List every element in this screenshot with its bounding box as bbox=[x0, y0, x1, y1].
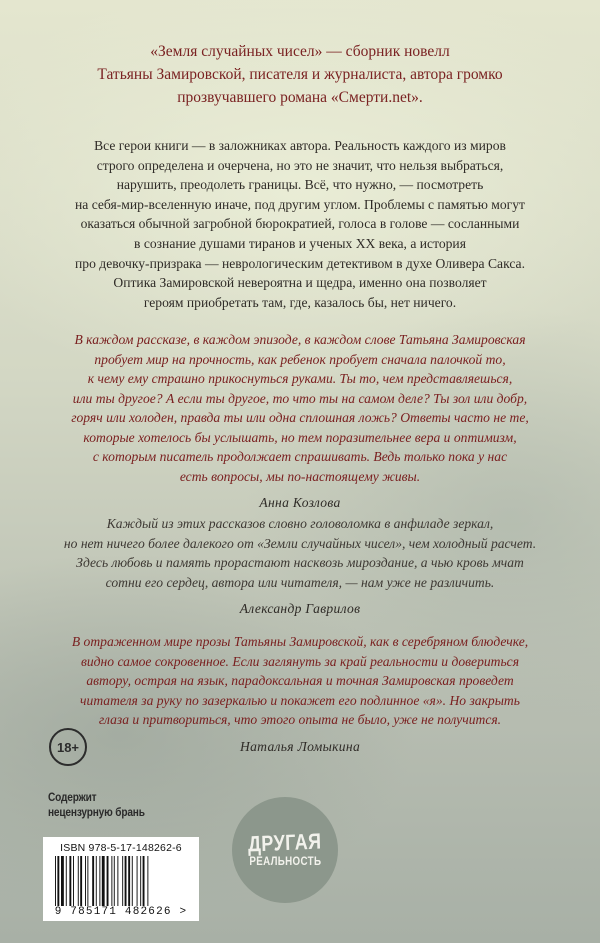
quote-line: к чему ему страшно прикоснуться руками. Ты то, чем представляешься, bbox=[87, 371, 513, 386]
description-line: героям приобретать там, где, казалось бы, нет ничего. bbox=[143, 294, 457, 310]
warning-line: Содержит bbox=[48, 792, 97, 804]
review-quote-gavrilov bbox=[0, 514, 600, 619]
quote-author: Анна Козлова bbox=[259, 495, 341, 510]
quote-line: читателя за руку по зазеркалью и покажет его подлинное «я». Но закрыть bbox=[80, 692, 520, 708]
barcode-panel bbox=[43, 837, 199, 921]
description-paragraph bbox=[0, 136, 600, 312]
logo-title: ДРУГАЯ bbox=[247, 828, 323, 857]
isbn-label: ISBN 978-5-17-148262-6 bbox=[60, 842, 182, 854]
description-line: нарушить, преодолеть границы. Всё, что нужно, — посмотреть bbox=[116, 177, 484, 193]
intro-line: «Земля случайных чисел» — сборник новелл bbox=[150, 43, 450, 60]
quote-line: Каждый из этих рассказов словно головоломка в анфиладе зеркал, bbox=[106, 516, 494, 531]
quote-line: сотни его сердец, автора или читателя, — нам уже не различить. bbox=[105, 574, 495, 590]
description-line: Оптика Замировской невероятна и щедра, именно она позволяет bbox=[113, 275, 487, 291]
intro-paragraph bbox=[0, 40, 600, 109]
quote-author: Александр Гаврилов bbox=[239, 601, 361, 616]
publisher-logo bbox=[232, 797, 338, 903]
barcode-icon bbox=[53, 856, 189, 906]
description-line: про девочку-призрака — неврологическим детективом в духе Оливера Сакса. bbox=[75, 255, 525, 271]
content-warning bbox=[48, 791, 145, 821]
description-line: в сознание душами тиранов и ученых XX века, а история bbox=[134, 235, 466, 251]
quote-line: пробует мир на прочность, как ребенок пробует сначала палочкой то, bbox=[94, 351, 506, 367]
description-line: оказаться обычной загробной бюрократией, голоса в голове — сосланными bbox=[80, 216, 520, 232]
quote-line: которые хотелось бы услышать, но тем поразительнее вера и оптимизм, bbox=[83, 429, 517, 445]
quote-line: есть вопросы, мы по-настоящему живы. bbox=[179, 468, 421, 484]
quote-author: Наталья Ломыкина bbox=[239, 738, 361, 754]
review-quote-kozlova bbox=[0, 330, 600, 513]
intro-line: прозвучавшего романа «Смерти.net». bbox=[177, 89, 423, 106]
quote-line: автору, острая на язык, парадоксальная и точная Замировская проведет bbox=[86, 673, 514, 688]
age-rating-badge bbox=[49, 728, 87, 766]
description-line: строго определена и очерчена, но это не значит, что нельзя выбраться, bbox=[96, 157, 504, 173]
quote-line: глаза и притвориться, что этого опыта не было, уже не получится. bbox=[98, 712, 502, 727]
warning-line: нецензурную брань bbox=[48, 807, 145, 819]
review-quote-lomykina bbox=[0, 632, 600, 756]
quote-line: или ты другое? А если ты другое, то что ты на самом деле? Ты зол или добр, bbox=[72, 390, 528, 406]
quote-line: горяч или холоден, правда ты или одна сплошная ложь? Ответы часто не те, bbox=[71, 410, 529, 425]
quote-line: видно самое сокровенное. Если заглянуть за край реальности и довериться bbox=[80, 653, 520, 669]
description-line: Все герои книги — в заложниках автора. Реальность каждого из миров bbox=[94, 138, 506, 153]
quote-line: В отраженном мире прозы Татьяны Замировской, как в серебряном блюдечке, bbox=[71, 634, 529, 649]
intro-line: Татьяны Замировской, писателя и журналиста, автора громко bbox=[97, 66, 503, 83]
quote-line: но нет ничего более далекого от «Земли случайных чисел», чем холодный расчет. bbox=[63, 535, 537, 551]
logo-subtitle: РЕАЛЬНОСТЬ bbox=[249, 856, 321, 868]
age-rating-label: 18+ bbox=[56, 739, 80, 755]
barcode-number: 9 785171 482626 > bbox=[54, 906, 188, 918]
quote-line: с которым писатель продолжает спрашивать. Ведь только пока у нас bbox=[92, 449, 508, 464]
quote-line: Здесь любовь и память прорастают насквозь мироздание, а чью кровь мчат bbox=[76, 555, 524, 570]
quote-line: В каждом рассказе, в каждом эпизоде, в каждом слове Татьяна Замировская bbox=[74, 332, 526, 347]
description-line: на себя-мир-вселенную иначе, под другим углом. Проблемы с памятью могут bbox=[74, 196, 525, 212]
